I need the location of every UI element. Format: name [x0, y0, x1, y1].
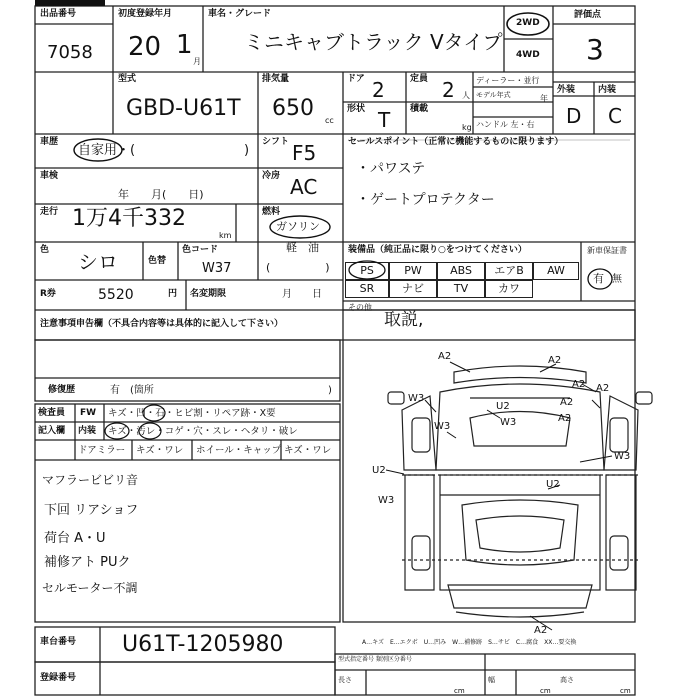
- type-code: GBD-U61T: [126, 96, 241, 121]
- color-label: 色: [40, 245, 50, 255]
- inspector-wheel-codes: キズ・ワレ: [284, 445, 332, 456]
- ac-value: AC: [290, 175, 318, 199]
- damage-mark: A2: [560, 397, 574, 408]
- exterior-grade: D: [566, 104, 582, 128]
- sales-point-item: ・パワステ: [356, 161, 426, 177]
- kg-unit: kg: [462, 123, 472, 132]
- interior-label: 内装: [598, 85, 617, 95]
- fuel-gasoline: ガソリン: [276, 220, 320, 233]
- equipment-pw: PW: [389, 262, 437, 280]
- model-name: ミニキャブトラック Vタイプ: [244, 30, 503, 54]
- length-label: 長さ: [338, 676, 352, 684]
- load-label: 積載: [410, 104, 429, 114]
- equipment-aw: AW: [533, 262, 579, 280]
- type-code-label: 型式: [118, 74, 137, 84]
- doors-value: 2: [372, 78, 385, 102]
- inspector-remark: 下回 リアショフ: [44, 503, 139, 518]
- inspector-mirror-codes: キズ・ワレ: [136, 445, 184, 456]
- year-unit: 年: [540, 94, 548, 103]
- inspection-label: 車検: [40, 171, 59, 181]
- km-unit: km: [219, 231, 232, 240]
- fuel-label: 燃料: [262, 207, 281, 217]
- month-unit: 月: [193, 57, 201, 66]
- repair-history-value: 有 (箇所: [110, 385, 154, 396]
- vehicle-diagram: [388, 366, 652, 617]
- damage-mark: A2: [548, 355, 562, 366]
- repair-history-label: 修復歴: [48, 385, 76, 395]
- score-value: 3: [586, 33, 604, 66]
- warranty-label: 新車保証書: [587, 246, 627, 255]
- damage-mark: A2: [572, 379, 586, 390]
- equipment-tv: TV: [437, 280, 485, 298]
- other-value: 取説,: [384, 310, 424, 330]
- height-label: 高さ: [560, 676, 574, 684]
- inspector-remark: セルモーター不調: [42, 581, 138, 595]
- inspector-interior-codes: キズ・汚レ・コゲ・穴・スレ・ヘタリ・破レ: [108, 426, 298, 437]
- chassis-number: U61T-1205980: [122, 632, 284, 657]
- inspector-label: 検査員: [38, 408, 66, 418]
- color-value: シロ: [78, 250, 118, 274]
- first-registration-month: 1: [176, 30, 193, 60]
- history-value: 自家用・(: [78, 143, 136, 158]
- shape-label: 形状: [347, 104, 366, 114]
- inspector-entry-label: 記入欄: [38, 426, 66, 436]
- inspector-remark: 荷台 A・U: [44, 531, 106, 546]
- type-designation-label: 型式指定番号 類別区分番号: [338, 656, 412, 663]
- history-close-paren: ): [244, 143, 250, 158]
- damage-mark: W3: [434, 421, 451, 432]
- shape-value: T: [378, 108, 391, 132]
- height-unit: cm: [620, 687, 631, 695]
- damage-mark: W3: [614, 451, 631, 462]
- damage-mark: A2: [438, 351, 452, 362]
- caution-label: 注意事項申告欄（不具合内容等は具体的に記入して下さい）: [40, 319, 284, 329]
- drive-2wd: 2WD: [516, 18, 540, 28]
- lot-number-label: 出品番号: [40, 9, 77, 19]
- shift-value: F5: [292, 141, 317, 165]
- registration-expiry-label: 名変期限: [190, 289, 227, 299]
- damage-mark: U2: [546, 479, 560, 490]
- chassis-number-label: 車台番号: [40, 637, 77, 647]
- equipment-ps: PS: [345, 262, 389, 280]
- warranty-no: 無: [612, 274, 622, 285]
- score-label: 評価点: [574, 10, 602, 20]
- capacity-label: 定員: [410, 74, 429, 84]
- color-change-label: 色替: [148, 256, 167, 266]
- cc-unit: cc: [325, 116, 334, 125]
- damage-mark: A2: [596, 383, 610, 394]
- inspector-exterior-codes: キズ・凹・石・ヒビ割・リペア跡・X要: [108, 408, 276, 419]
- equipment-label: 装備品（純正品に限り○をつけてください）: [348, 245, 527, 255]
- drive-4wd: 4WD: [516, 50, 540, 60]
- first-registration-year: 20: [128, 32, 162, 62]
- width-unit: cm: [540, 687, 551, 695]
- yen-unit: 円: [168, 289, 178, 299]
- registration-expiry-fields: 月 日: [282, 289, 322, 300]
- inspector-remark: 補修アト PUク: [44, 555, 131, 570]
- damage-mark: W3: [408, 393, 425, 404]
- length-unit: cm: [454, 687, 465, 695]
- displacement-value: 650: [272, 96, 314, 121]
- color-code-label: 色コード: [182, 245, 219, 255]
- plate-number-label: 登録番号: [40, 673, 77, 683]
- color-code-value: W37: [202, 261, 232, 276]
- inspector-interior: 内装: [78, 426, 97, 436]
- fuel-paren: ( ): [266, 261, 330, 274]
- mileage-label: 走行: [40, 207, 59, 217]
- shift-label: シフト: [262, 137, 290, 147]
- equipment-leather: カワ: [485, 280, 533, 298]
- sales-point-item: ・ゲートプロテクター: [356, 192, 495, 208]
- model-year-label: モデル年式: [476, 91, 511, 99]
- damage-mark: W3: [500, 417, 517, 428]
- doors-label: ドア: [347, 74, 365, 84]
- damage-legend: A…キズ E…エクボ U…凹み W…補修跡 S…サビ C…腐食 XX…要交換: [362, 639, 577, 646]
- mileage-value: 1万4千332: [72, 206, 186, 231]
- lot-number: 7058: [47, 42, 93, 63]
- width-label: 幅: [488, 676, 495, 684]
- damage-mark: U2: [496, 401, 510, 412]
- repair-history-close: ): [328, 385, 332, 396]
- inspector-remark: マフラービビリ音: [42, 473, 139, 487]
- exterior-label: 外装: [557, 85, 576, 95]
- model-name-label: 車名・グレード: [208, 9, 272, 19]
- damage-mark-w3-side: W3: [378, 495, 395, 506]
- damage-mark: A2: [558, 413, 572, 424]
- equipment-airbag: エアB: [485, 262, 533, 280]
- first-registration-label: 初度登録年月: [118, 9, 173, 19]
- interior-grade: C: [608, 104, 622, 128]
- sales-points-label: セールスポイント（正常に機能するものに限ります）: [348, 137, 564, 147]
- recycle-ticket-label: R券: [40, 289, 56, 299]
- handle-label: ハンドル 左・右: [476, 120, 535, 129]
- equipment-abs: ABS: [437, 262, 485, 280]
- inspection-fields: 年 月( 日): [118, 188, 204, 201]
- fuel-light-oil: 軽 油: [286, 241, 319, 254]
- displacement-label: 排気量: [262, 74, 290, 84]
- dealer-label: ディーラー・並行: [476, 76, 540, 85]
- history-label: 車歴: [40, 137, 59, 147]
- capacity-value: 2: [442, 78, 455, 102]
- damage-mark: U2: [372, 465, 386, 476]
- person-unit: 人: [462, 91, 470, 100]
- warranty-yes: 有: [593, 272, 604, 285]
- equipment-navi: ナビ: [389, 280, 437, 298]
- recycle-amount: 5520: [98, 287, 134, 303]
- ac-label: 冷房: [262, 171, 281, 181]
- inspector-fw: FW: [80, 408, 97, 418]
- inspector-wheel-cap: ホイール・キャップ: [196, 445, 282, 456]
- other-label: その他: [348, 303, 372, 312]
- inspector-door-mirror: ドアミラー: [78, 445, 126, 456]
- equipment-sr: SR: [345, 280, 389, 298]
- damage-mark: A2: [534, 625, 548, 636]
